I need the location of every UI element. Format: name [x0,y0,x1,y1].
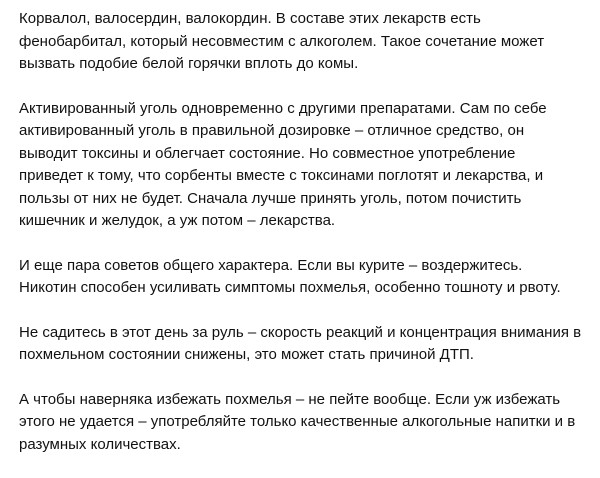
text-line: разумных количествах. [19,435,181,453]
text-line: Никотин способен усиливать симптомы похмелья, особенно тошноту и рвоту. [19,279,561,296]
text-line: этого не удается – употребляйте только качественные алкогольные напитки и в [19,413,576,430]
text-line: Не садитесь в этот день за руль – скорость реакций и концентрация внимания в [19,323,582,341]
paragraph-activated-charcoal [19,98,589,233]
text-line: Корвалол, валосердин, валокордин. В составе этих лекарств есть [19,10,481,27]
text-line: активированный уголь в правильной дозировке – отличное средство, он [19,122,525,139]
text-line: А чтобы наверняка избежать похмелья – не пейте вообще. Если уж избежать [19,390,561,408]
paragraph-driving-advice [19,322,589,367]
text-line: вызвать подобие белой горячки вплоть до комы. [19,55,359,72]
text-line: выводит токсины и облегчает состояние. Но совместное употребление [19,144,516,162]
text-line: кишечник и желудок, а уж потом – лекарства. [19,212,336,229]
text-line: И еще пара советов общего характера. Если вы курите – воздержитесь. [19,256,523,274]
text-line: пользы от них не будет. Сначала лучше принять уголь, потом почистить [19,189,522,207]
paragraph-avoid-hangover [19,389,589,457]
text-line: похмельном состоянии снижены, это может стать причиной ДТП. [19,346,474,363]
article-body [19,8,589,478]
paragraph-smoking-advice [19,255,589,300]
text-line: приведет к тому, что сорбенты вместе с токсинами поглотят и лекарства, и [19,167,544,184]
text-line: Активированный уголь одновременно с другими препаратами. Сам по себе [19,99,547,117]
paragraph-sedatives-warning [19,8,589,76]
text-line: фенобарбитал, который несовместим с алкоголем. Такое сочетание может [19,32,545,50]
